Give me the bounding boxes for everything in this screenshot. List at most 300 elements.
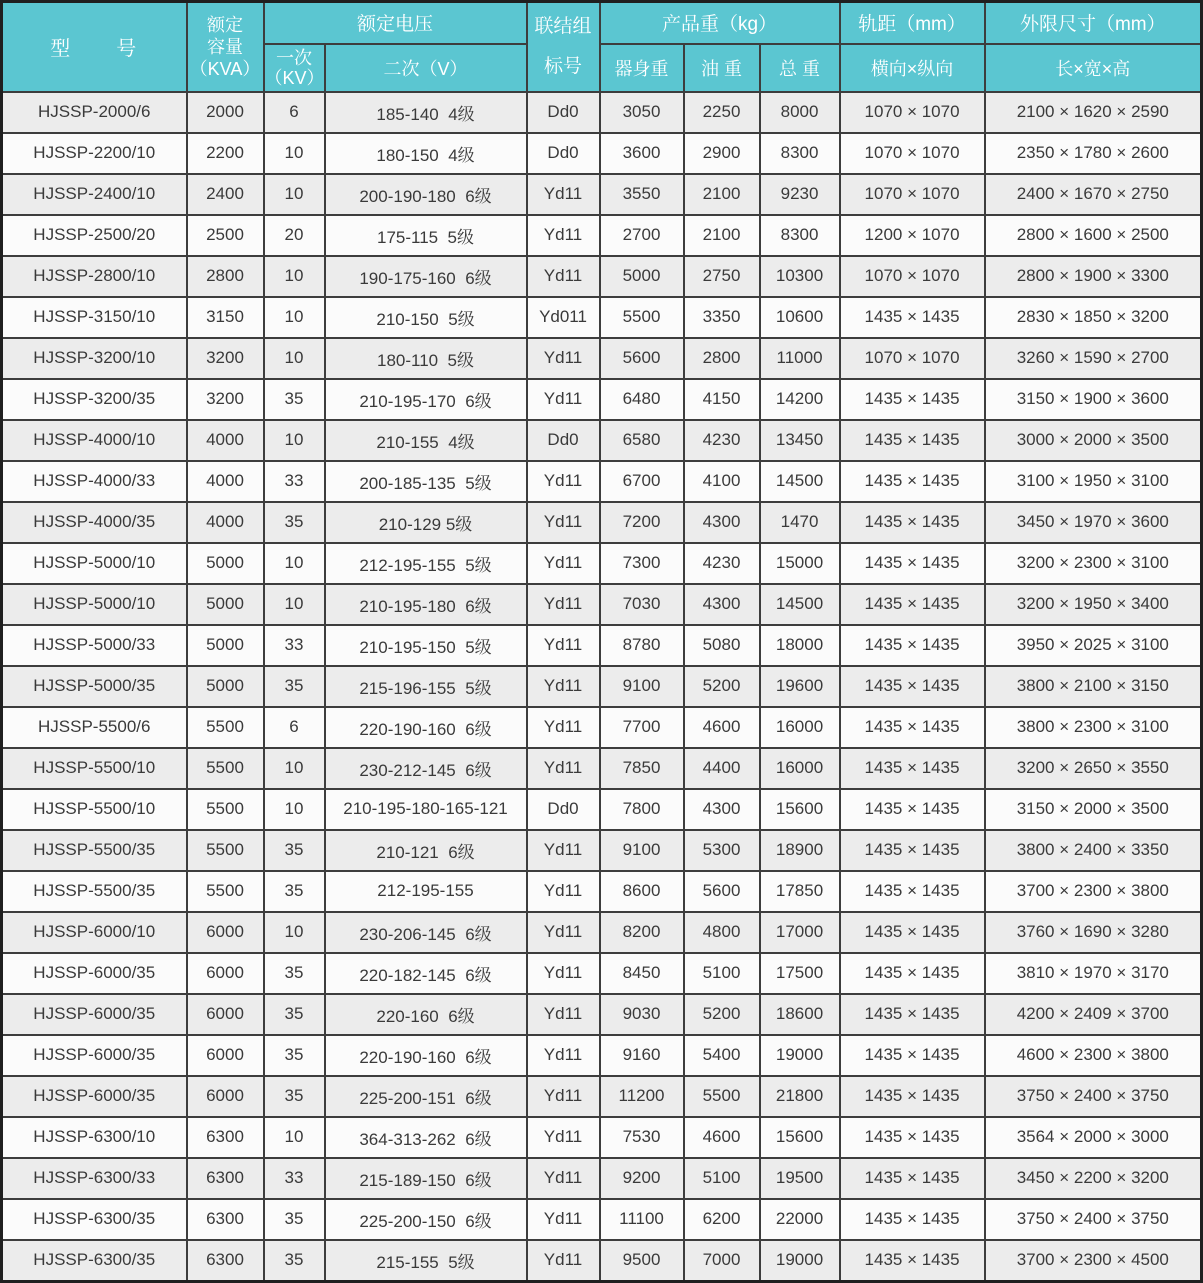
connection-group-cell: Yd11 [527, 543, 600, 584]
body-weight-cell: 8450 [600, 953, 684, 994]
oil-weight-cell: 4600 [684, 707, 760, 748]
body-weight-cell: 8200 [600, 912, 684, 953]
table-row [2, 461, 1202, 502]
header-rated-capacity-line1: 额定 [207, 14, 243, 35]
primary-kv-cell: 10 [264, 1117, 325, 1158]
body-weight-cell: 6480 [600, 379, 684, 420]
total-weight-cell: 14200 [760, 379, 840, 420]
secondary-v-cell: 215-189-150 6级 [325, 1158, 527, 1199]
primary-kv-cell: 10 [264, 748, 325, 789]
gauge-cell: 1435 × 1435 [840, 502, 985, 543]
outer-dimensions-cell: 3700 × 2300 × 4500 [985, 1240, 1202, 1282]
outer-dimensions-cell: 3800 × 2400 × 3350 [985, 830, 1202, 871]
gauge-cell: 1435 × 1435 [840, 1158, 985, 1199]
table-row [2, 625, 1202, 666]
connection-group-cell: Dd0 [527, 420, 600, 461]
connection-group-cell: Yd11 [527, 953, 600, 994]
model-cell: HJSSP-3150/10 [2, 297, 187, 338]
table-row [2, 379, 1202, 420]
primary-kv-cell: 35 [264, 502, 325, 543]
table-row [2, 215, 1202, 256]
outer-dimensions-cell: 3200 × 2650 × 3550 [985, 748, 1202, 789]
gauge-cell: 1435 × 1435 [840, 1199, 985, 1240]
outer-dimensions-cell: 3810 × 1970 × 3170 [985, 953, 1202, 994]
connection-group-cell: Yd11 [527, 174, 600, 215]
gauge-cell: 1435 × 1435 [840, 625, 985, 666]
rated-capacity-cell: 6300 [187, 1240, 264, 1282]
rated-capacity-cell: 5500 [187, 789, 264, 830]
connection-group-cell: Yd11 [527, 502, 600, 543]
gauge-cell: 1070 × 1070 [840, 338, 985, 379]
rated-capacity-cell: 4000 [187, 502, 264, 543]
header-secondary-v: 二次（V） [325, 44, 527, 92]
connection-group-cell: Dd0 [527, 133, 600, 174]
oil-weight-cell: 5100 [684, 953, 760, 994]
model-cell: HJSSP-4000/33 [2, 461, 187, 502]
secondary-v-cell: 210-195-170 6级 [325, 379, 527, 420]
header-gauge-sub: 横向×纵向 [840, 44, 985, 92]
gauge-cell: 1435 × 1435 [840, 1035, 985, 1076]
primary-kv-cell: 10 [264, 297, 325, 338]
gauge-cell: 1435 × 1435 [840, 543, 985, 584]
total-weight-cell: 10300 [760, 256, 840, 297]
table-row [2, 1076, 1202, 1117]
primary-kv-cell: 35 [264, 1240, 325, 1282]
oil-weight-cell: 5600 [684, 871, 760, 912]
model-cell: HJSSP-2800/10 [2, 256, 187, 297]
model-cell: HJSSP-5500/35 [2, 871, 187, 912]
secondary-v-cell: 215-155 5级 [325, 1240, 527, 1282]
connection-group-cell: Dd0 [527, 789, 600, 830]
header-total-weight: 总 重 [760, 44, 840, 92]
table-row [2, 502, 1202, 543]
total-weight-cell: 15000 [760, 543, 840, 584]
gauge-cell: 1435 × 1435 [840, 994, 985, 1035]
gauge-cell: 1435 × 1435 [840, 871, 985, 912]
model-cell: HJSSP-6000/10 [2, 912, 187, 953]
body-weight-cell: 9200 [600, 1158, 684, 1199]
total-weight-cell: 19000 [760, 1240, 840, 1282]
model-cell: HJSSP-3200/35 [2, 379, 187, 420]
primary-kv-cell: 35 [264, 871, 325, 912]
header-primary-kv-line2: （KV） [264, 67, 325, 88]
secondary-v-cell: 364-313-262 6级 [325, 1117, 527, 1158]
table-row [2, 543, 1202, 584]
rated-capacity-cell: 6300 [187, 1117, 264, 1158]
connection-group-cell: Yd11 [527, 1158, 600, 1199]
header-dimensions-group: 外限尺寸（mm） [985, 2, 1202, 44]
body-weight-cell: 2700 [600, 215, 684, 256]
rated-capacity-cell: 3200 [187, 379, 264, 420]
connection-group-cell: Yd11 [527, 1117, 600, 1158]
primary-kv-cell: 20 [264, 215, 325, 256]
oil-weight-cell: 5200 [684, 666, 760, 707]
connection-group-cell: Yd011 [527, 297, 600, 338]
connection-group-cell: Yd11 [527, 830, 600, 871]
rated-capacity-cell: 2400 [187, 174, 264, 215]
table-header [2, 2, 1202, 92]
rated-capacity-cell: 6000 [187, 912, 264, 953]
primary-kv-cell: 10 [264, 338, 325, 379]
table-row [2, 830, 1202, 871]
rated-capacity-cell: 6000 [187, 1076, 264, 1117]
outer-dimensions-cell: 3750 × 2400 × 3750 [985, 1076, 1202, 1117]
body-weight-cell: 11200 [600, 1076, 684, 1117]
connection-group-cell: Yd11 [527, 1035, 600, 1076]
primary-kv-cell: 10 [264, 133, 325, 174]
table-row [2, 1117, 1202, 1158]
total-weight-cell: 18600 [760, 994, 840, 1035]
oil-weight-cell: 5080 [684, 625, 760, 666]
total-weight-cell: 19000 [760, 1035, 840, 1076]
total-weight-cell: 21800 [760, 1076, 840, 1117]
connection-group-cell: Yd11 [527, 666, 600, 707]
primary-kv-cell: 10 [264, 420, 325, 461]
gauge-cell: 1435 × 1435 [840, 420, 985, 461]
secondary-v-cell: 220-190-160 6级 [325, 1035, 527, 1076]
table-row [2, 871, 1202, 912]
connection-group-cell: Yd11 [527, 584, 600, 625]
primary-kv-cell: 35 [264, 994, 325, 1035]
oil-weight-cell: 4400 [684, 748, 760, 789]
table-row [2, 707, 1202, 748]
header-primary-kv [264, 44, 325, 92]
gauge-cell: 1435 × 1435 [840, 379, 985, 420]
rated-capacity-cell: 5000 [187, 543, 264, 584]
secondary-v-cell: 220-160 6级 [325, 994, 527, 1035]
total-weight-cell: 9230 [760, 174, 840, 215]
rated-capacity-cell: 5500 [187, 871, 264, 912]
primary-kv-cell: 10 [264, 789, 325, 830]
gauge-cell: 1435 × 1435 [840, 584, 985, 625]
body-weight-cell: 7700 [600, 707, 684, 748]
total-weight-cell: 8300 [760, 133, 840, 174]
oil-weight-cell: 4100 [684, 461, 760, 502]
outer-dimensions-cell: 3200 × 1950 × 3400 [985, 584, 1202, 625]
outer-dimensions-cell: 3260 × 1590 × 2700 [985, 338, 1202, 379]
outer-dimensions-cell: 3000 × 2000 × 3500 [985, 420, 1202, 461]
gauge-cell: 1200 × 1070 [840, 215, 985, 256]
total-weight-cell: 8300 [760, 215, 840, 256]
model-cell: HJSSP-4000/35 [2, 502, 187, 543]
oil-weight-cell: 4230 [684, 543, 760, 584]
primary-kv-cell: 33 [264, 461, 325, 502]
outer-dimensions-cell: 3800 × 2100 × 3150 [985, 666, 1202, 707]
total-weight-cell: 10600 [760, 297, 840, 338]
gauge-cell: 1435 × 1435 [840, 953, 985, 994]
rated-capacity-cell: 6000 [187, 1035, 264, 1076]
header-connection-line1: 联结组 [534, 15, 592, 37]
header-rated-capacity [187, 2, 264, 92]
oil-weight-cell: 5200 [684, 994, 760, 1035]
gauge-cell: 1435 × 1435 [840, 1240, 985, 1282]
table-row [2, 789, 1202, 830]
model-cell: HJSSP-6300/35 [2, 1199, 187, 1240]
total-weight-cell: 17500 [760, 953, 840, 994]
primary-kv-cell: 35 [264, 666, 325, 707]
table-row [2, 1199, 1202, 1240]
model-cell: HJSSP-6000/35 [2, 994, 187, 1035]
gauge-cell: 1070 × 1070 [840, 92, 985, 133]
secondary-v-cell: 225-200-151 6级 [325, 1076, 527, 1117]
outer-dimensions-cell: 4200 × 2409 × 3700 [985, 994, 1202, 1035]
table-body [2, 92, 1202, 1282]
gauge-cell: 1435 × 1435 [840, 912, 985, 953]
body-weight-cell: 3550 [600, 174, 684, 215]
rated-capacity-cell: 3150 [187, 297, 264, 338]
body-weight-cell: 9030 [600, 994, 684, 1035]
oil-weight-cell: 5400 [684, 1035, 760, 1076]
total-weight-cell: 19500 [760, 1158, 840, 1199]
rated-capacity-cell: 5000 [187, 625, 264, 666]
outer-dimensions-cell: 2800 × 1900 × 3300 [985, 256, 1202, 297]
body-weight-cell: 8600 [600, 871, 684, 912]
total-weight-cell: 18000 [760, 625, 840, 666]
connection-group-cell: Yd11 [527, 748, 600, 789]
primary-kv-cell: 35 [264, 1035, 325, 1076]
body-weight-cell: 7030 [600, 584, 684, 625]
rated-capacity-cell: 5500 [187, 707, 264, 748]
secondary-v-cell: 210-195-180-165-121 [325, 789, 527, 830]
body-weight-cell: 3600 [600, 133, 684, 174]
oil-weight-cell: 2900 [684, 133, 760, 174]
total-weight-cell: 11000 [760, 338, 840, 379]
rated-capacity-cell: 6000 [187, 953, 264, 994]
gauge-cell: 1435 × 1435 [840, 707, 985, 748]
secondary-v-cell: 210-150 5级 [325, 297, 527, 338]
secondary-v-cell: 180-110 5级 [325, 338, 527, 379]
body-weight-cell: 5600 [600, 338, 684, 379]
oil-weight-cell: 5500 [684, 1076, 760, 1117]
outer-dimensions-cell: 3150 × 2000 × 3500 [985, 789, 1202, 830]
secondary-v-cell: 212-195-155 5级 [325, 543, 527, 584]
header-gauge-group: 轨距（mm） [840, 2, 985, 44]
connection-group-cell: Yd11 [527, 625, 600, 666]
rated-capacity-cell: 2500 [187, 215, 264, 256]
secondary-v-cell: 210-155 4级 [325, 420, 527, 461]
table-row [2, 256, 1202, 297]
total-weight-cell: 14500 [760, 461, 840, 502]
header-product-weight-group: 产品重（kg） [600, 2, 840, 44]
model-cell: HJSSP-5500/6 [2, 707, 187, 748]
header-dimensions-sub: 长×宽×高 [985, 44, 1202, 92]
header-rated-voltage-group: 额定电压 [264, 2, 527, 44]
body-weight-cell: 7530 [600, 1117, 684, 1158]
table-row [2, 666, 1202, 707]
model-cell: HJSSP-6000/35 [2, 1076, 187, 1117]
primary-kv-cell: 10 [264, 543, 325, 584]
outer-dimensions-cell: 2100 × 1620 × 2590 [985, 92, 1202, 133]
total-weight-cell: 18900 [760, 830, 840, 871]
model-cell: HJSSP-2500/20 [2, 215, 187, 256]
model-cell: HJSSP-6300/35 [2, 1240, 187, 1282]
outer-dimensions-cell: 4600 × 2300 × 3800 [985, 1035, 1202, 1076]
secondary-v-cell: 210-129 5级 [325, 502, 527, 543]
outer-dimensions-cell: 2830 × 1850 × 3200 [985, 297, 1202, 338]
oil-weight-cell: 2250 [684, 92, 760, 133]
model-cell: HJSSP-5500/35 [2, 830, 187, 871]
table-row [2, 297, 1202, 338]
oil-weight-cell: 4600 [684, 1117, 760, 1158]
outer-dimensions-cell: 3450 × 1970 × 3600 [985, 502, 1202, 543]
header-rated-capacity-line2: 容量 [207, 36, 243, 57]
gauge-cell: 1070 × 1070 [840, 174, 985, 215]
table-row [2, 912, 1202, 953]
connection-group-cell: Yd11 [527, 461, 600, 502]
header-connection-group [527, 2, 600, 92]
outer-dimensions-cell: 3564 × 2000 × 3000 [985, 1117, 1202, 1158]
oil-weight-cell: 2100 [684, 174, 760, 215]
rated-capacity-cell: 6000 [187, 994, 264, 1035]
oil-weight-cell: 6200 [684, 1199, 760, 1240]
rated-capacity-cell: 2000 [187, 92, 264, 133]
connection-group-cell: Yd11 [527, 1199, 600, 1240]
oil-weight-cell: 5100 [684, 1158, 760, 1199]
body-weight-cell: 9100 [600, 666, 684, 707]
oil-weight-cell: 3350 [684, 297, 760, 338]
oil-weight-cell: 4800 [684, 912, 760, 953]
total-weight-cell: 14500 [760, 584, 840, 625]
header-model: 型 号 [2, 2, 187, 92]
total-weight-cell: 22000 [760, 1199, 840, 1240]
connection-group-cell: Yd11 [527, 871, 600, 912]
secondary-v-cell: 230-206-145 6级 [325, 912, 527, 953]
outer-dimensions-cell: 3760 × 1690 × 3280 [985, 912, 1202, 953]
body-weight-cell: 5000 [600, 256, 684, 297]
table-row [2, 92, 1202, 133]
total-weight-cell: 15600 [760, 789, 840, 830]
oil-weight-cell: 4300 [684, 584, 760, 625]
body-weight-cell: 6700 [600, 461, 684, 502]
body-weight-cell: 3050 [600, 92, 684, 133]
body-weight-cell: 7200 [600, 502, 684, 543]
table-row [2, 1158, 1202, 1199]
outer-dimensions-cell: 3750 × 2400 × 3750 [985, 1199, 1202, 1240]
primary-kv-cell: 10 [264, 584, 325, 625]
oil-weight-cell: 4150 [684, 379, 760, 420]
gauge-cell: 1070 × 1070 [840, 133, 985, 174]
secondary-v-cell: 210-195-150 5级 [325, 625, 527, 666]
rated-capacity-cell: 4000 [187, 461, 264, 502]
connection-group-cell: Dd0 [527, 92, 600, 133]
body-weight-cell: 9500 [600, 1240, 684, 1282]
model-cell: HJSSP-3200/10 [2, 338, 187, 379]
total-weight-cell: 15600 [760, 1117, 840, 1158]
gauge-cell: 1435 × 1435 [840, 748, 985, 789]
secondary-v-cell: 210-121 6级 [325, 830, 527, 871]
model-cell: HJSSP-4000/10 [2, 420, 187, 461]
model-cell: HJSSP-6000/35 [2, 1035, 187, 1076]
secondary-v-cell: 210-195-180 6级 [325, 584, 527, 625]
table-row [2, 420, 1202, 461]
gauge-cell: 1435 × 1435 [840, 1076, 985, 1117]
primary-kv-cell: 35 [264, 1076, 325, 1117]
outer-dimensions-cell: 3100 × 1950 × 3100 [985, 461, 1202, 502]
secondary-v-cell: 200-185-135 5级 [325, 461, 527, 502]
table-row [2, 953, 1202, 994]
rated-capacity-cell: 5500 [187, 830, 264, 871]
primary-kv-cell: 6 [264, 92, 325, 133]
connection-group-cell: Yd11 [527, 994, 600, 1035]
rated-capacity-cell: 4000 [187, 420, 264, 461]
model-cell: HJSSP-5000/10 [2, 584, 187, 625]
body-weight-cell: 7800 [600, 789, 684, 830]
oil-weight-cell: 5300 [684, 830, 760, 871]
model-cell: HJSSP-5000/33 [2, 625, 187, 666]
body-weight-cell: 6580 [600, 420, 684, 461]
outer-dimensions-cell: 3200 × 2300 × 3100 [985, 543, 1202, 584]
header-connection-line2: 标号 [544, 55, 583, 77]
total-weight-cell: 13450 [760, 420, 840, 461]
primary-kv-cell: 35 [264, 1199, 325, 1240]
secondary-v-cell: 200-190-180 6级 [325, 174, 527, 215]
body-weight-cell: 7300 [600, 543, 684, 584]
gauge-cell: 1435 × 1435 [840, 789, 985, 830]
oil-weight-cell: 4300 [684, 502, 760, 543]
rated-capacity-cell: 5000 [187, 584, 264, 625]
primary-kv-cell: 10 [264, 174, 325, 215]
rated-capacity-cell: 6300 [187, 1199, 264, 1240]
model-cell: HJSSP-2000/6 [2, 92, 187, 133]
secondary-v-cell: 225-200-150 6级 [325, 1199, 527, 1240]
model-cell: HJSSP-2200/10 [2, 133, 187, 174]
secondary-v-cell: 180-150 4级 [325, 133, 527, 174]
rated-capacity-cell: 3200 [187, 338, 264, 379]
connection-group-cell: Yd11 [527, 338, 600, 379]
total-weight-cell: 19600 [760, 666, 840, 707]
outer-dimensions-cell: 3800 × 2300 × 3100 [985, 707, 1202, 748]
outer-dimensions-cell: 2350 × 1780 × 2600 [985, 133, 1202, 174]
total-weight-cell: 16000 [760, 707, 840, 748]
connection-group-cell: Yd11 [527, 215, 600, 256]
model-cell: HJSSP-5500/10 [2, 748, 187, 789]
connection-group-cell: Yd11 [527, 256, 600, 297]
primary-kv-cell: 10 [264, 912, 325, 953]
connection-group-cell: Yd11 [527, 707, 600, 748]
gauge-cell: 1435 × 1435 [840, 297, 985, 338]
table-row [2, 1035, 1202, 1076]
rated-capacity-cell: 5000 [187, 666, 264, 707]
oil-weight-cell: 4230 [684, 420, 760, 461]
body-weight-cell: 8780 [600, 625, 684, 666]
secondary-v-cell: 215-196-155 5级 [325, 666, 527, 707]
oil-weight-cell: 2100 [684, 215, 760, 256]
gauge-cell: 1435 × 1435 [840, 666, 985, 707]
total-weight-cell: 16000 [760, 748, 840, 789]
oil-weight-cell: 2750 [684, 256, 760, 297]
secondary-v-cell: 230-212-145 6级 [325, 748, 527, 789]
total-weight-cell: 8000 [760, 92, 840, 133]
outer-dimensions-cell: 3150 × 1900 × 3600 [985, 379, 1202, 420]
rated-capacity-cell: 5500 [187, 748, 264, 789]
table-row [2, 1240, 1202, 1282]
primary-kv-cell: 10 [264, 256, 325, 297]
outer-dimensions-cell: 2400 × 1670 × 2750 [985, 174, 1202, 215]
primary-kv-cell: 35 [264, 830, 325, 871]
table-row [2, 748, 1202, 789]
rated-capacity-cell: 6300 [187, 1158, 264, 1199]
primary-kv-cell: 35 [264, 379, 325, 420]
primary-kv-cell: 35 [264, 953, 325, 994]
model-cell: HJSSP-5000/10 [2, 543, 187, 584]
table-row [2, 994, 1202, 1035]
model-cell: HJSSP-6300/10 [2, 1117, 187, 1158]
header-body-weight: 器身重 [600, 44, 684, 92]
body-weight-cell: 7850 [600, 748, 684, 789]
header-oil-weight: 油 重 [684, 44, 760, 92]
model-cell: HJSSP-5500/10 [2, 789, 187, 830]
body-weight-cell: 5500 [600, 297, 684, 338]
